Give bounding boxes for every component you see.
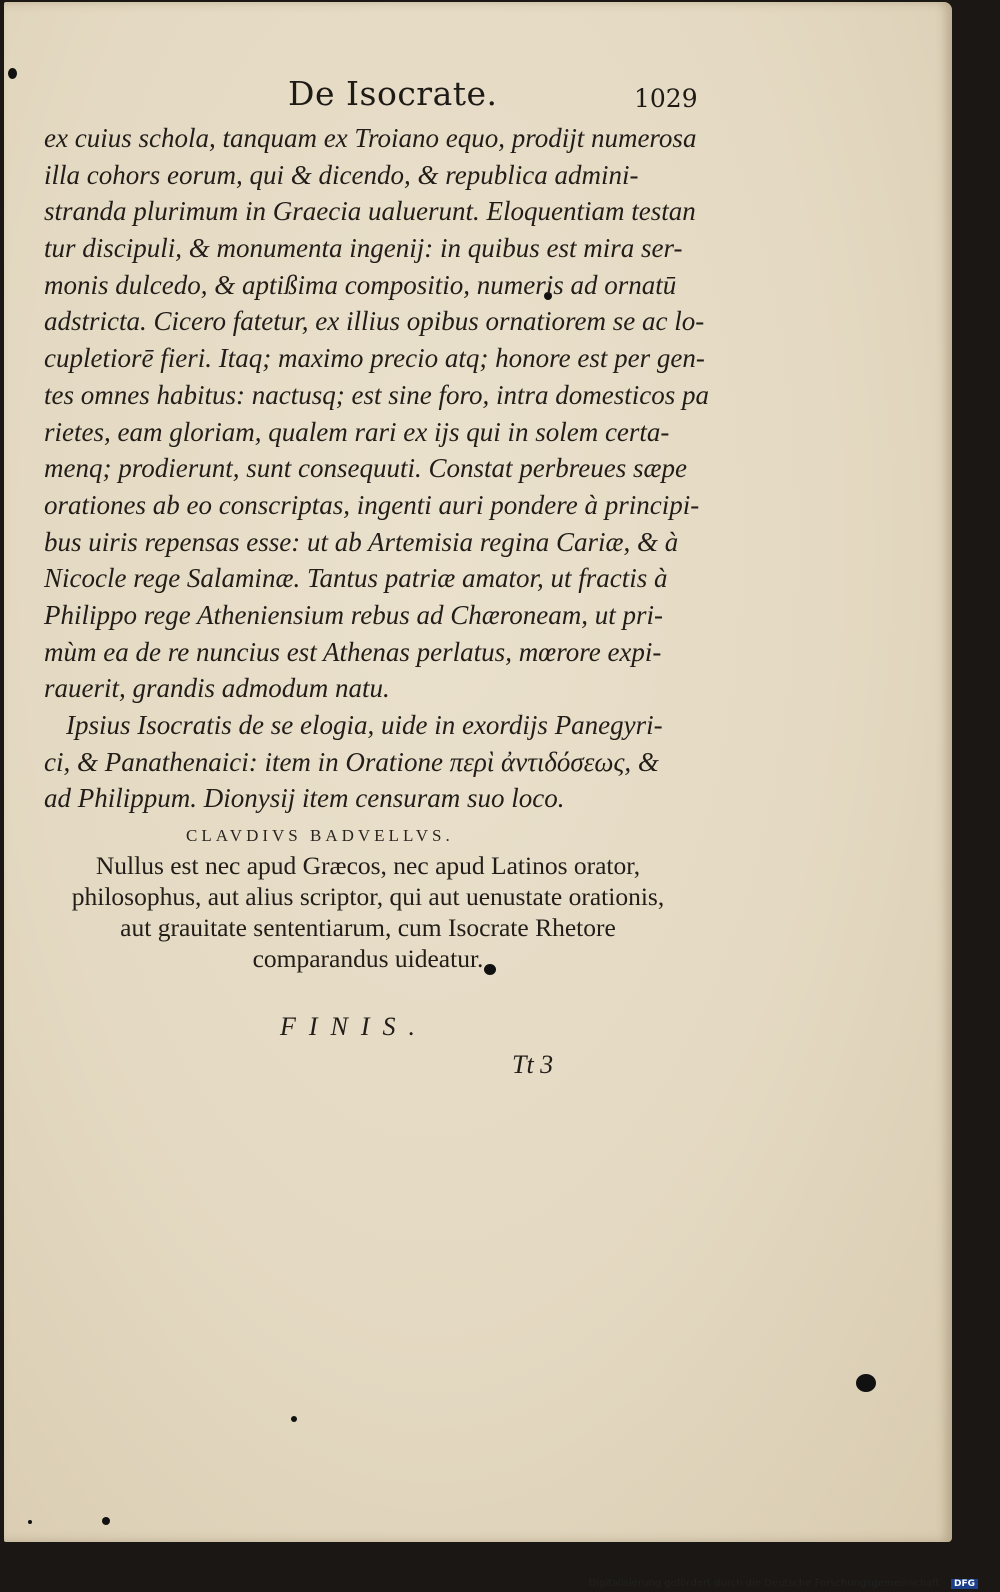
text-line: menq; prodierunt, sunt consequuti. Constat perbreues sæpe [44,453,687,484]
text-line: rietes, eam gloriam, qualem rari ex ijs qui in solem certa- [44,416,670,447]
section-heading: CLAVDIVS BADVELLVS. [186,826,454,845]
text-line: tur discipuli, & monumenta ingenij: in quibus est mira ser- [44,233,683,264]
text-line: Nicocle rege Salaminæ. Tantus patriæ amator, ut fractis à [44,563,668,594]
text-line: orationes ab eo conscriptas, ingenti auri pondere à principi- [44,489,700,520]
finis-mark: FINIS. [280,1012,429,1041]
page-number: 1029 [634,84,698,113]
credit-text: Digitalisierung gefördert durch die Deutsche Forschungsgemeinschaft · [588,1578,946,1589]
quote-line: aut grauitate sententiarum, cum Isocrate Rhetore [120,913,616,942]
quote-line: Nullus est nec apud Græcos, nec apud Latinos orator, [95,851,641,880]
text-line: Philippo rege Atheniensium rebus ad Chæroneam, ut pri- [44,599,663,630]
ink-speck [102,1517,110,1525]
ink-speck [291,1416,297,1422]
body-text [44,120,709,817]
text-line: rauerit, grandis admodum natu. [44,673,390,704]
digitization-credit [589,1578,978,1589]
text-line: ci, & Panathenaici: item in Oratione περὶ ἀντιδόσεως, & [44,746,659,777]
text-line: mùm ea de re nuncius est Athenas perlatus, mœrore expi- [44,636,662,667]
text-line: cupletiorē fieri. Itaq; maximo precio atq; honore est per gen- [44,343,705,374]
text-line: monis dulcedo, & aptißima compositio, numeris ad ornatū [44,269,677,300]
text-line: ex cuius schola, tanquam ex Troiano equo, prodijt numerosa [44,123,697,153]
ink-speck [28,1520,32,1524]
ink-speck [8,68,17,79]
text-line: adstricta. Cicero fatetur, ex illius opibus ornatiorem se ac lo- [44,306,705,337]
text-line: illa cohors eorum, qui & dicendo, & republica admini- [44,159,639,190]
ink-speck [856,1374,876,1392]
text-line: bus uiris repensas esse: ut ab Artemisia regina Cariæ, & à [44,526,679,557]
dfg-logo: DFG [951,1579,978,1589]
quote-line: philosophus, aut alius scriptor, qui aut uenustate orationis, [71,882,665,911]
quote-line: comparandus uideatur. [252,944,484,973]
signature-mark: Tt 3 [512,1050,554,1079]
text-line: tes omnes habitus: nactusq; est sine foro, intra domesticos pa [44,379,709,410]
text-line: stranda plurimum in Graecia ualuerunt. Eloquentiam testan [44,196,696,227]
text-line: ad Philippum. Dionysij item censuram suo loco. [44,783,565,814]
quotation-block [28,850,708,974]
running-title: De Isocrate. [288,74,498,113]
text-line: Ipsius Isocratis de se elogia, uide in exordijs Panegyri- [66,710,663,740]
